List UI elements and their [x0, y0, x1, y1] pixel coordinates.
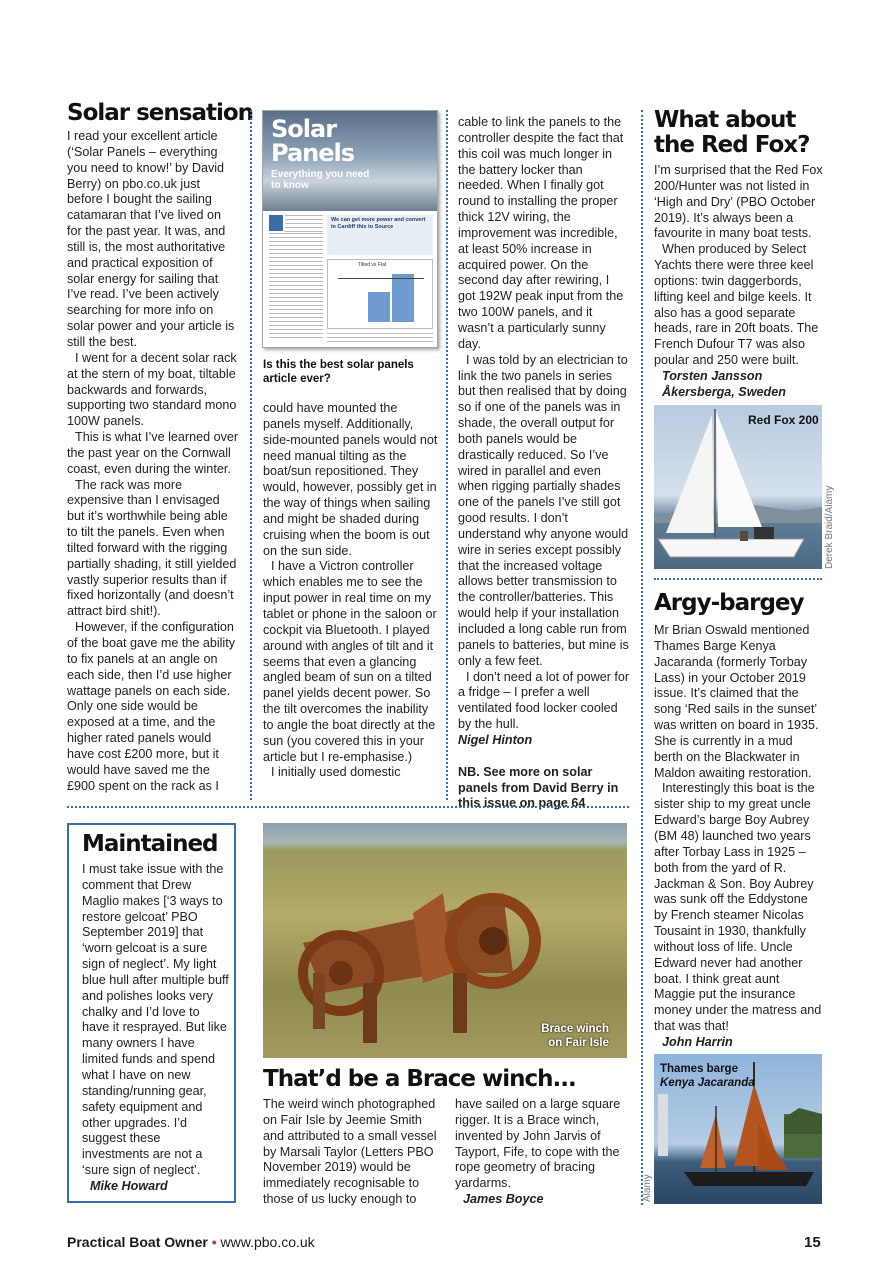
maintained-title: Maintained [82, 831, 218, 857]
nb-note: NB. See more on solar panels from David Berry in this issue on page 64 [458, 764, 619, 811]
paragraph: have sailed on a large square rigger. It is a Brace winch, invented by John Jarvis of Tayport, Fife, to cope with the rope geometry of bracing yardarms. [455, 1097, 621, 1191]
signature: Mike Howard [90, 1178, 168, 1193]
signature: Nigel Hinton [458, 732, 533, 747]
paragraph: I must take issue with the comment that Drew Maglio makes [‘3 ways to restore gelcoat’ PBO September 2019] that ‘worn gelcoat is a sure sign of neglect’. My light blue hull after multiple buff and polishes looks very chalky and I’d love to have it resprayed. But like many owners I have limited funds and spend what I have on new standing/running gear, safety equipment and other upgrades. I’d suggest these investments are not a ‘sure sign of neglect’. [82, 862, 229, 1178]
column-divider [641, 110, 643, 1205]
redfox-photo [654, 405, 822, 569]
redfox-photo-credit: Derek Braid/Alamy [824, 485, 835, 569]
brace-column-1 [263, 1097, 439, 1208]
column-divider [250, 110, 252, 800]
winch-caption-2: on Fair Isle [548, 1037, 609, 1049]
redfox-title-2: the Red Fox? [654, 132, 810, 158]
paragraph: I initially used domestic [271, 765, 401, 780]
paragraph: When produced by Select Yachts there were three keel options: twin daggerbords, lifting keel and bilge keels. It also has a good separate heads, rare in 20ft boats. The French Dufour T7 was also poular and 250 were built. [654, 242, 819, 368]
paragraph: could have mounted the panels myself. Additionally, side-mounted panels would not need manual tilting as the boat/sun repositioned. They would, however, possibly get in the way of things when sailing and might be shaded during cruising when the boom is out on the sun side. [263, 401, 438, 558]
argy-body [654, 623, 824, 1051]
footer-magazine: Practical Boat Owner [67, 1234, 208, 1250]
barge-photo-label-1: Thames barge [660, 1063, 738, 1075]
solar-column-3 [458, 115, 630, 812]
signature: John Harrin [662, 1034, 733, 1049]
paragraph: The rack was more expensive than I envisaged but it’s worthwhile being able to tilt the panels. Even when tilted forward with the rigging partially shading, it still yielded vastly superior results than if fixed horizontally (and doesn’t attract bird shit!). [67, 477, 237, 619]
paragraph: Interestingly this boat is the sister ship to my great uncle Edward’s barge Boy Aubrey (BM 48) launched two years after Torbay Lass in 1925 – both from the yard of R. Jackman & Son. Boy Aubrey was sunk off the Eddystone by French steamer Nicolas Tousaint in 1930, thankfully without loss of life. Uncle Edward never had another boat. I think great aunt Maggie put the insurance money under the matress and that was that! [654, 781, 822, 1034]
chart-line [338, 278, 424, 279]
paragraph: This is what I’ve learned over the past year on the Cornwall coast, even during the winter. [67, 430, 239, 476]
thumbnail-text-lines [269, 233, 323, 341]
thumbnail-chart [327, 259, 433, 329]
paragraph: The weird winch photographed on Fair Isle by Jeemie Smith and attributed to a small vessel by Marsali Taylor (Letters PBO November 2019) would be immediately recognisable to those of us lucky enough to [263, 1097, 437, 1207]
brace-title: That’d be a Brace winch... [263, 1066, 576, 1092]
redfox-body [654, 163, 824, 401]
thumbnail-dropcap [269, 215, 283, 231]
article-thumbnail [262, 110, 438, 348]
thumbnail-caption: Is this the best solar panels article ever? [263, 359, 414, 385]
barge-photo-credit: Alamy [642, 1174, 653, 1202]
paragraph-text: Mr Brian Oswald mentioned Thames Barge Kenya Jacaranda (formerly Torbay Lass) in your October 2019 issue. It’s claimed that the song ‘Red sails in the sunset’ was written on board in 1935. She is currently in a mud berth on the Blackwater in Maldon awaiting restoration. [654, 623, 819, 780]
signature: James Boyce [463, 1192, 544, 1207]
winch-caption-1: Brace winch [541, 1023, 609, 1035]
solar-column-1 [67, 129, 239, 794]
argy-title: Argy-bargey [654, 590, 804, 616]
footer [67, 1234, 315, 1250]
barge-photo [654, 1054, 822, 1204]
paragraph [654, 623, 824, 781]
signature-place: Åkersberga, Sweden [662, 384, 786, 399]
column-divider [446, 110, 448, 800]
paragraph: I don’t need a lot of power for a fridge – I prefer a well ventilated food locker cooled by the hull. [458, 669, 630, 732]
thumbnail-text-lines [285, 215, 323, 233]
solar-column-2 [263, 401, 438, 781]
thumbnail-title-1: Solar [271, 115, 337, 143]
thumbnail-text-lines [327, 333, 433, 343]
paragraph: I’m surprised that the Red Fox 200/Hunter was not listed in ‘High and Dry’ (PBO October 2019). It’s always been a favourite in many boat tests. [654, 163, 823, 241]
brace-column-2 [455, 1097, 625, 1208]
thumbnail-box-heading: We can get more power and convert in Cardiff this to Source [331, 217, 426, 230]
section-divider [654, 578, 822, 580]
signature-name: Torsten Jansson [662, 368, 763, 383]
sailboat-illustration [654, 405, 822, 569]
thumbnail-infobox [327, 215, 433, 255]
page-number: 15 [804, 1234, 821, 1251]
redfox-title-1: What about [654, 107, 796, 133]
thumbnail-title-2: Panels [271, 139, 355, 167]
paragraph: I was told by an electrician to link the two panels in series but then realised that by doing so if one of the panels was in shade, the overall output for both panels would be drastically reduced. So I’ve wired in parallel and even when rigging partially shades one of the panels I’ve still got good results. I don’t understand why anyone would wire in series except possibly that the increased voltage allows better transmission to the controller/batteries. This would help if your installation included a long cable run from panels to batteries, but mine is only a few feet. [458, 352, 629, 668]
thumbnail-subtitle: Everything you need to know [271, 169, 370, 191]
winch-photo [263, 823, 627, 1058]
paragraph: I read your excellent article (‘Solar Panels – everything you need to know!’ by David Berry) on pbo.co.uk just before I bought the sailing catamaran that I’ve lived on for the past year. It was, and still is, the most authoritative and practical exposition of solar energy for sailing that I’ve read. I’ve been actively searching for more info on solar power and your article is still the best. [67, 129, 235, 349]
paragraph: I went for a decent solar rack at the stern of my boat, tiltable backwards and forwards, supporting two standard mono 100W panels. [67, 350, 237, 429]
paragraph: I have a Victron controller which enables me to see the input power in real time on my tablet or phone in the saloon or cockpit via Bluetooth. I played around with angles of tilt and it seems that even a glancing angled beam of sun on a tilted panel yields decent power. So the tilt overcomes the inability to angle the boat directly at the sun (you covered this in your article but I re-emphasise.) [263, 559, 437, 764]
thumbnail-chart-label: Tilted vs Flat [358, 262, 387, 268]
maintained-body [82, 862, 230, 1195]
footer-url[interactable]: www.pbo.co.uk [220, 1234, 315, 1250]
chart-bar [392, 274, 414, 322]
chart-bar [368, 292, 390, 322]
solar-title: Solar sensation [67, 100, 254, 126]
footer-bullet: • [211, 1234, 217, 1250]
section-divider [67, 806, 629, 808]
redfox-photo-label: Red Fox 200 [748, 413, 819, 427]
paragraph: cable to link the panels to the controller despite the fact that this coil was much longer in the battery locker than needed. When I finally got round to installing the proper thick 12V wiring, the improvement was incredible, at least 50% increase in acquired power. On the second day after rewiring, I got 192W peak input from the two 100W panels, and it wasn’t a particularly sunny day. [458, 115, 624, 351]
barge-photo-label-2: Kenya Jacaranda [660, 1077, 755, 1089]
paragraph: However, if the configuration of the boat gave me the ability to fix panels at an angle on each side, then I’d use higher wattage panels on each side. Only one side would be exposed at a time, and the higher rated panels would have cost £200 more, but it would have saved me the £900 spent on the rack as I [67, 620, 236, 793]
